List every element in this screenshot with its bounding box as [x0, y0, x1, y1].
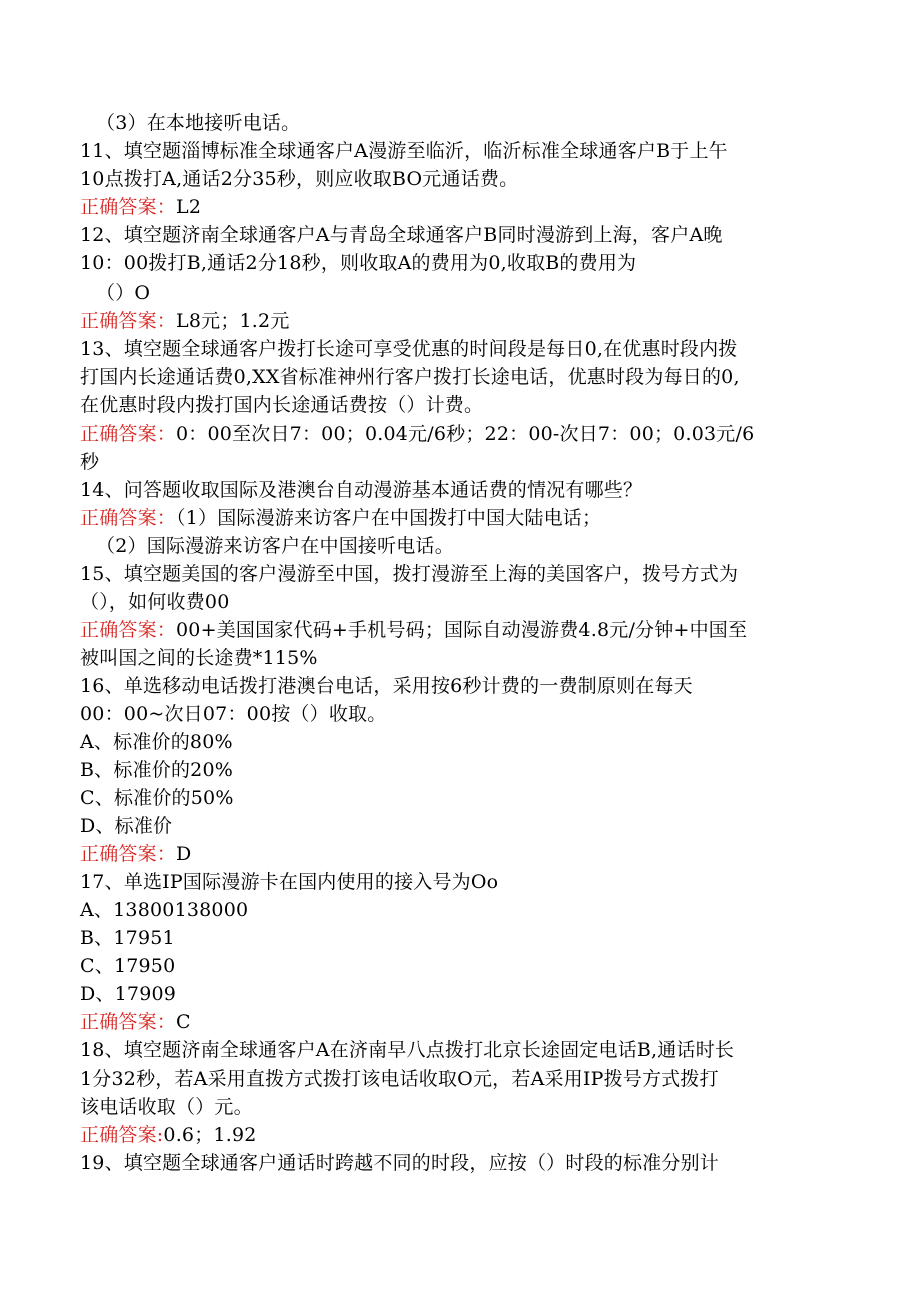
answer-line	[80, 1008, 191, 1036]
question-line: （）O	[96, 282, 151, 304]
answer-line	[80, 840, 191, 868]
option-line: B、标准价的20%	[80, 759, 233, 781]
answer-label: 正确答案：	[80, 507, 177, 529]
option-line: D、标准价	[80, 815, 173, 837]
answer-value: 0：00至次日7：00；0.04元/6秒；22：00-次日7：00；0.03元/6	[176, 423, 755, 445]
answer-label: 正确答案：	[80, 423, 177, 445]
question-line: 19、填空题全球通客户通话时跨越不同的时段，应按（）时段的标准分别计	[80, 1152, 719, 1174]
answer-label: 正确答案：	[80, 619, 177, 641]
question-line: 14、问答题收取国际及港澳台自动漫游基本通话费的情况有哪些？	[80, 479, 643, 501]
question-line: 15、填空题美国的客户漫游至中国，拨打漫游至上海的美国客户，拨号方式为	[80, 563, 739, 585]
answer-line	[80, 420, 754, 448]
answer-label: 正确答案：	[80, 1011, 177, 1033]
answer-line	[80, 504, 601, 532]
text-line: 被叫国之间的长途费*115%	[80, 647, 318, 669]
answer-label: 正确答案:	[80, 1124, 164, 1146]
text-line: 秒	[80, 451, 100, 473]
question-line: 打国内长途通话费0,XX省标准神州行客户拨打长途电话，优惠时段为每日的0,	[80, 366, 740, 388]
answer-line	[80, 616, 747, 644]
text-line: （3）在本地接听电话。	[96, 112, 301, 134]
option-line: C、17950	[80, 955, 176, 977]
answer-value: 00+美国国家代码+手机号码；国际自动漫游费4.8元/分钟+中国至	[176, 619, 748, 641]
answer-label: 正确答案：	[80, 843, 177, 865]
question-line: 10点拨打A,通话2分35秒，则应收取BO元通话费。	[80, 168, 519, 190]
answer-label: 正确答案：	[80, 310, 177, 332]
question-line: 在优惠时段内拨打国内长途通话费按（）计费。	[80, 394, 484, 416]
answer-value: L2	[176, 196, 202, 218]
question-line: 12、填空题济南全球通客户A与青岛全球通客户B同时漫游到上海，客户A晚	[80, 224, 723, 246]
question-line: 16、单选移动电话拨打港澳台电话，采用按6秒计费的一费制原则在每天	[80, 675, 693, 697]
question-line: 13、填空题全球通客户拨打长途可享受优惠的时间段是每日0,在优惠时段内拨	[80, 338, 738, 360]
question-line: 00：00~次日07：00按（）收取。	[80, 703, 387, 725]
option-line: D、17909	[80, 983, 177, 1005]
answer-line	[80, 1121, 257, 1149]
question-line: 11、填空题淄博标准全球通客户A漫游至临沂，临沂标准全球通客户B于上午	[80, 140, 728, 162]
answer-value: 0.6；1.92	[163, 1124, 257, 1146]
answer-value: C	[176, 1011, 191, 1033]
answer-value: （1）国际漫游来访客户在中国拨打中国大陆电话；	[176, 507, 602, 529]
question-line: 10：00拨打B,通话2分18秒，则收取A的费用为0,收取B的费用为	[80, 252, 637, 274]
option-line: A、标准价的80%	[80, 731, 233, 753]
option-line: B、17951	[80, 927, 175, 949]
question-line: 该电话收取（）元。	[80, 1096, 253, 1118]
answer-line	[80, 193, 201, 221]
option-line: A、13800138000	[80, 899, 249, 921]
answer-line	[80, 307, 290, 335]
text-line: （2）国际漫游来访客户在中国接听电话。	[96, 535, 454, 557]
question-line: 17、单选IP国际漫游卡在国内使用的接入号为Oo	[80, 871, 499, 893]
question-line: 1分32秒，若A采用直拨方式拨打该电话收取O元，若A采用IP拨号方式拨打	[80, 1068, 719, 1090]
question-line: 18、填空题济南全球通客户A在济南早八点拨打北京长途固定电话B,通话时长	[80, 1039, 735, 1061]
answer-label: 正确答案：	[80, 196, 177, 218]
question-line: （），如何收费00	[80, 591, 230, 613]
answer-value: D	[176, 843, 192, 865]
option-line: C、标准价的50%	[80, 787, 234, 809]
answer-value: L8元；1.2元	[176, 310, 290, 332]
